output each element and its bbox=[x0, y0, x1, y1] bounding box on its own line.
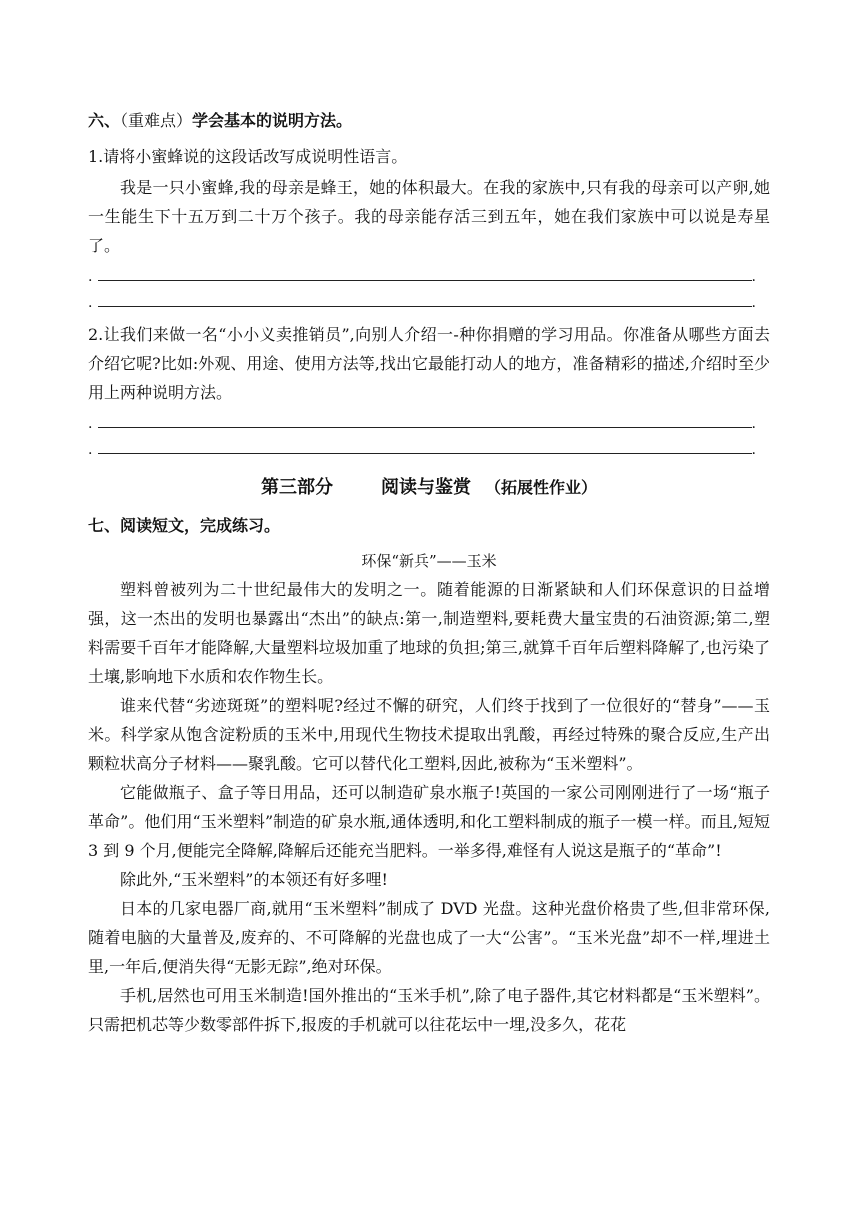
line-start-mark: . bbox=[88, 442, 93, 458]
line-start-mark: . bbox=[88, 269, 93, 285]
article-paragraph-2: 谁来代替“劣迹斑斑”的塑料呢?经过不懈的研究，人们终于找到了一位很好的“替身”——玉米。科学家从饱含淀粉质的玉米中,用现代生物技术提取出乳酸，再经过特殊的聚合反应,生产出颗粒状高分子材料——聚乳酸。它可以替代化工塑料,因此,被称为“玉米塑料”。 bbox=[88, 696, 770, 773]
answer-line-1[interactable] bbox=[88, 260, 770, 286]
part-3-heading bbox=[88, 473, 770, 503]
section-6-heading bbox=[88, 108, 770, 134]
article-paragraph-3: 它能做瓶子、盒子等日用品，还可以制造矿泉水瓶子!英国的一家公司刚刚进行了一场“瓶子革命”。他们用“玉米塑料”制造的矿泉水瓶,通体透明,和化工塑料制成的瓶子一模一样。而且,短短 3 到 9 个月,便能完全降解,降解后还能充当肥料。一举多得,难怪有人说这是瓶子的“革命”! bbox=[88, 783, 770, 860]
answer-rule bbox=[98, 280, 752, 281]
section-6-number: 六、 bbox=[88, 111, 121, 130]
article-paragraph-1: 塑料曾被列为二十世纪最伟大的发明之一。随着能源的日渐紧缺和人们环保意识的日益增强，这一杰出的发明也暴露出“杰出”的缺点:第一,制造塑料,要耗费大量宝贵的石油资源;第二,塑料需要千百年才能降解,大量塑料垃圾加重了地球的负担;第三,就算千百年后塑料降解了,也污染了土壤,影响地下水质和农作物生长。 bbox=[88, 580, 770, 686]
answer-rule bbox=[98, 427, 752, 428]
answer-line-2[interactable] bbox=[88, 286, 770, 312]
answer-rule bbox=[98, 453, 752, 454]
article-paragraph-5: 日本的几家电器厂商,就用“玉米塑料”制成了 DVD 光盘。这种光盘价格贵了些,但非常环保,随着电脑的大量普及,废弃的、不可降解的光盘也成了一大“公害”。“玉米光盘”却不一样,埋进土里,一年后,便消失得“无影无踪”,绝对环保。 bbox=[88, 899, 770, 976]
article-title: 环保“新兵”——玉米 bbox=[361, 552, 497, 570]
line-end-mark: . bbox=[751, 442, 756, 458]
section-6-tag: （重难点） bbox=[120, 111, 193, 130]
answer-line-4[interactable] bbox=[88, 433, 770, 459]
line-end-mark: . bbox=[751, 295, 756, 311]
line-start-mark: . bbox=[88, 295, 93, 311]
line-end-mark: . bbox=[751, 269, 756, 285]
question-2-prompt: 2.让我们来做一名“小小义卖推销员”,向别人介绍一-种你捐赠的学习用品。你准备从哪些方面去介绍它呢?比如:外观、用途、使用方法等,找出它最能打动人的地方，准备精彩的描述,介绍时至少用上两种说明方法。 bbox=[88, 325, 770, 402]
part-3-subtitle: （拓展性作业） bbox=[484, 478, 597, 497]
answer-line-3[interactable] bbox=[88, 407, 770, 433]
part-3-title: 阅读与鉴赏 bbox=[380, 477, 471, 498]
line-start-mark: . bbox=[88, 416, 93, 432]
section-7-heading: 七、阅读短文，完成练习。 bbox=[88, 516, 281, 535]
question-1-passage: 我是一只小蜜蜂,我的母亲是蜂王，她的体积最大。在我的家族中,只有我的母亲可以产卵,她一生能生下十五万到二十万个孩子。我的母亲能存活三到五年，她在我们家族中可以说是寿星了。 bbox=[88, 178, 770, 255]
line-end-mark: . bbox=[751, 416, 756, 432]
part-3-label: 第三部分 bbox=[260, 477, 333, 498]
question-1-prompt: 1.请将小蜜蜂说的这段话改写成说明性语言。 bbox=[88, 147, 408, 166]
article-paragraph-4: 除此外,“玉米塑料”的本领还有好多哩! bbox=[120, 870, 388, 889]
worksheet-page bbox=[88, 108, 770, 1039]
section-6-title: 学会基本的说明方法。 bbox=[192, 111, 353, 130]
article-paragraph-6: 手机,居然也可用玉米制造!国外推出的“玉米手机”,除了电子器件,其它材料都是“玉米塑料”。只需把机芯等少数零部件拆下,报废的手机就可以往花坛中一埋,没多久，花花 bbox=[88, 986, 770, 1034]
answer-rule bbox=[98, 306, 752, 307]
